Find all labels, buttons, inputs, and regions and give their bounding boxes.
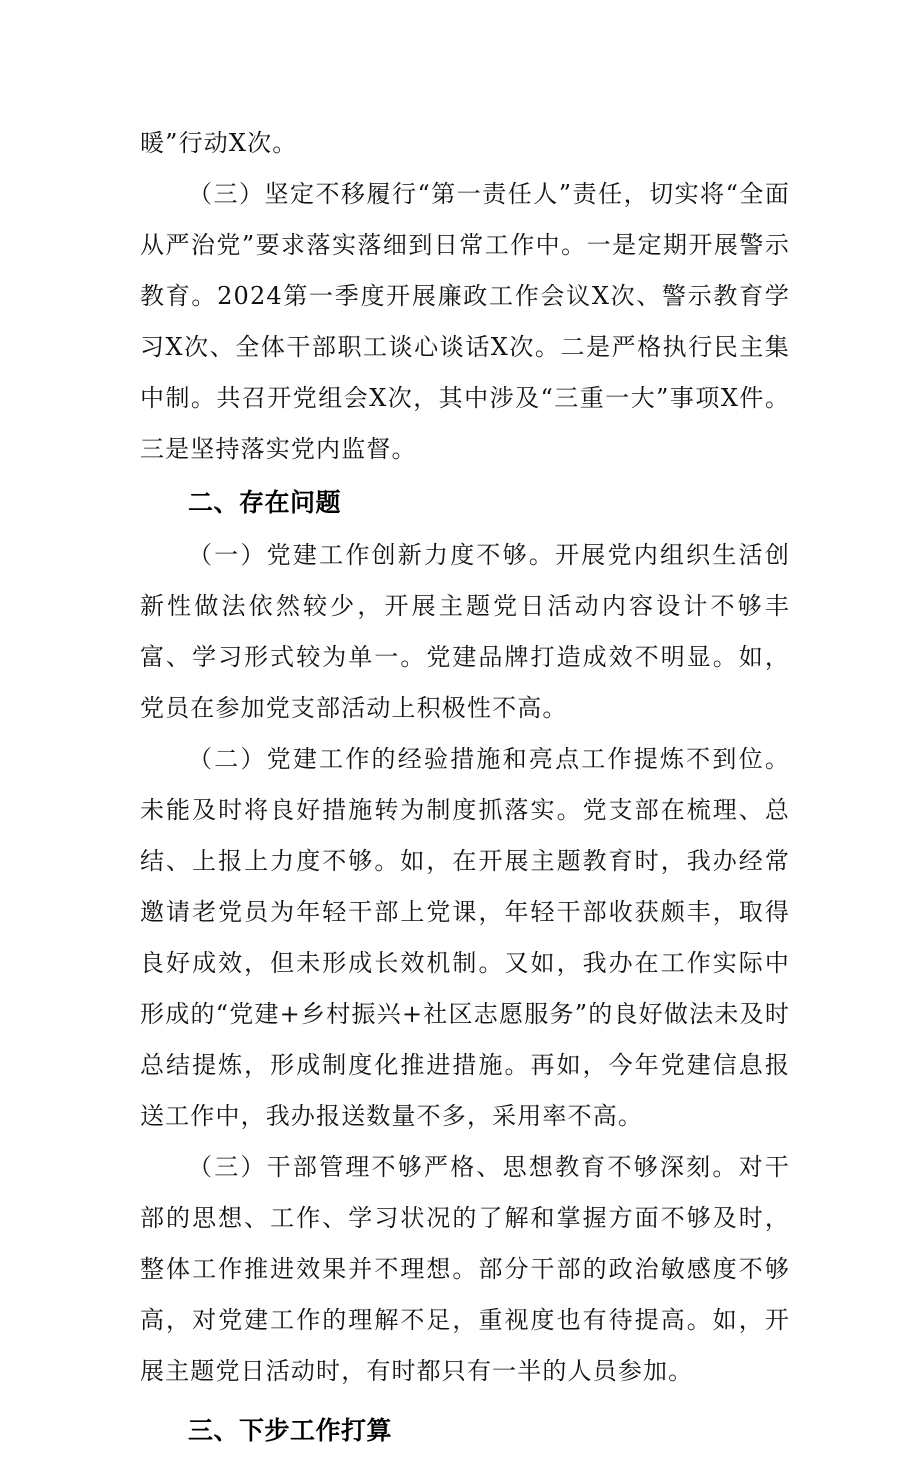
paragraph-continuation: 暖”行动X次。 [140,129,298,157]
section-heading-problems: 二、存在问题 [188,488,342,517]
section-heading-next-steps: 三、下步工作打算 [188,1416,393,1445]
paragraph-responsibility: （三）坚定不移履行“第一责任人”责任，切实将“全面从严治党”要求落实落细到日常工作中。一是定期开展警示教育。2024第一季度开展廉政工作会议X次、警示教育学习X次、全体干部职工谈心谈话X次。二是严格执行民主集中制。共召开党组会X次，其中涉及“三重一大”事项X件。三是坚持落实党内监督。 [140,180,790,463]
paragraph-experience: （二）党建工作的经验措施和亮点工作提炼不到位。未能及时将良好措施转为制度抓落实。党支部在梳理、总结、上报上力度不够。如，在开展主题教育时，我办经常邀请老党员为年轻干部上党课，年轻干部收获颇丰，取得良好成效，但未形成长效机制。又如，我办在工作实际中形成的“党建+乡村振兴+社区志愿服务”的良好做法未及时总结提炼，形成制度化推进措施。再如，今年党建信息报送工作中，我办报送数量不多，采用率不高。 [140,745,790,1130]
document-body [140,118,790,1458]
paragraph-management: （三）干部管理不够严格、思想教育不够深刻。对干部的思想、工作、学习状况的了解和掌握方面不够及时，整体工作推进效果并不理想。部分干部的政治敏感度不够高，对党建工作的理解不足，重视度也有待提高。如，开展主题党日活动时，有时都只有一半的人员参加。 [140,1153,790,1385]
paragraph-innovation: （一）党建工作创新力度不够。开展党内组织生活创新性做法依然较少，开展主题党日活动内容设计不够丰富、学习形式较为单一。党建品牌打造成效不明显。如，党员在参加党支部活动上积极性不高。 [140,541,790,722]
